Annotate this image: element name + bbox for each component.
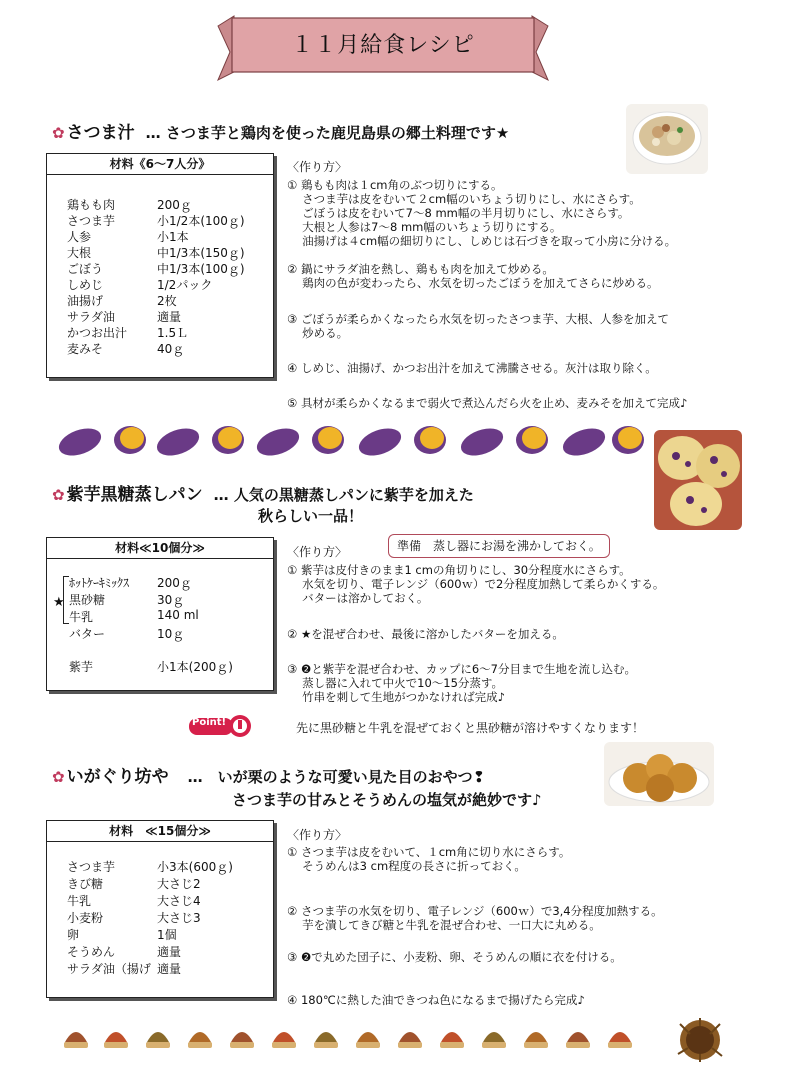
recipe1-name: さつま汁 [66,123,135,143]
recipe1-heading [52,118,509,143]
recipe2-name: 紫芋黒糖蒸しパン [66,485,203,505]
ingredient-name: きび糖 [67,877,104,891]
ingredient-name: 大根 [67,246,92,260]
recipe3-step4 [287,993,585,1007]
chestnut-icon [64,1032,88,1048]
ingredient-amount: 1.5Ｌ [157,326,189,340]
chestnut-icon [524,1032,548,1048]
steps-label: 〈作り方〉 [287,828,348,842]
ingredient-name: サラダ油 [67,310,115,324]
step-line: ① 紫芋は皮付きのまま1 cmの角切りにし、30分程度水にさらす。 [287,563,631,577]
chestnut-icon [482,1032,506,1048]
step-line: ④ 180℃に熱した油できつね色になるまで揚げたら完成♪ [287,993,585,1007]
recipe3-ingredients [46,820,274,998]
ingredient-name: かつお出汁 [67,326,128,340]
step-line: 油揚げは４cm幅の細切りにし、しめじは石づきを取って小房に分ける。 [287,234,677,248]
step-line: バターは溶かしておく。 [287,591,429,605]
chestnut-burr-icon [678,1018,722,1062]
sweet-potato-cut-icon [212,426,244,454]
ingredient-name: そうめん [67,945,116,959]
recipe3-name: いがぐり坊や [66,767,169,787]
chestnut-icon [356,1032,380,1048]
ingredient-name: 卵 [67,928,80,942]
ingredient-name: ごぼう [67,262,104,276]
igaguri-photo [604,742,714,806]
ingredient-name: 人参 [67,230,92,244]
recipe2-tip: 先に黒砂糖と牛乳を混ぜておくと黒砂糖が溶けやすくなります！ [296,721,645,735]
recipe2-desc: … 人気の黒糖蒸しパンに紫芋を加えた [213,486,474,504]
ingredient-name: サラダ油（揚げ [67,962,151,976]
sweet-potato-icon [355,423,405,461]
recipe1-step3 [287,312,669,340]
step-line: ⑤ 具材が柔らかくなるまで弱火で煮込んだら火を止め、麦みそを加えて完成♪ [287,396,688,410]
recipe3-heading [52,762,485,787]
chestnut-icon [398,1032,422,1048]
step-line: 炒める。 [287,326,349,340]
ingredient-name: バター [69,627,106,641]
chestnut-icon [608,1032,632,1048]
ingredient-name: さつま芋 [67,214,116,228]
sweet-potato-icon [457,423,507,461]
ingredient-amount: 30ｇ [157,593,185,607]
recipe1-step5 [287,396,687,410]
step-line: ① 鶏もも肉は１cm角のぶつ切りにする。 [287,178,503,192]
step-line: 大根と人参は7～8 mm幅のいちょう切りにする。 [287,220,562,234]
step-line: 蒸し器に入れて中火で10～15分蒸す。 [287,676,504,690]
ingredient-name: ﾎｯﾄｹｰｷﾐｯｸｽ [69,576,130,590]
recipe1-step4 [287,361,657,375]
sweet-potato-divider [58,418,648,464]
ingredient-name: 牛乳 [69,610,94,624]
ingredient-name: しめじ [67,278,104,292]
steamed-bun-photo [654,430,742,530]
sweet-potato-cut-icon [114,426,146,454]
ingredient-name: さつま芋 [67,860,116,874]
page-title: １１月給食レシピ [291,33,475,58]
chestnut-icon [440,1032,464,1048]
ingredient-amount: 中1/3本(150ｇ) [157,246,245,260]
ingredient-amount: 小1/2本(100ｇ) [157,214,245,228]
ingredient-amount: 適量 [157,945,182,959]
star-marker: ★ [53,595,65,610]
ingredient-amount: 大さじ3 [157,911,201,925]
recipe1-steps [287,178,676,248]
ingredient-amount: 2枚 [157,294,177,308]
ingredient-name: 黒砂糖 [69,593,106,607]
point-label: Point! [192,717,227,728]
ingredient-amount: 小1本 [157,230,189,244]
flower-icon: ✿ [52,124,65,142]
prep-note: 準備 蒸し器にお湯を沸かしておく。 [388,534,610,558]
recipe2-desc2: 秋らしい一品！ [258,507,364,525]
steps-label: 〈作り方〉 [287,160,348,174]
step-line: ③ ❷と紫芋を混ぜ合わせ、カップに6～7分目まで生地を流し込む。 [287,662,636,676]
chestnut-icon [104,1032,128,1048]
ingredient-name: 鶏もも肉 [67,198,116,212]
recipe3-desc2: さつま芋の甘みとそうめんの塩気が絶妙です♪ [232,791,542,809]
sweet-potato-cut-icon [414,426,446,454]
ingredient-name: 小麦粉 [67,911,104,925]
step-line: そうめんは3 cm程度の長さに折っておく。 [287,859,526,873]
recipe1-step2 [287,262,659,290]
steps-label: 〈作り方〉 [287,545,348,559]
chestnut-icon [146,1032,170,1048]
step-line: ② 鍋にサラダ油を熱し、鶏もも肉を加えて炒める。 [287,262,554,276]
step-line: ③ ❷で丸めた団子に、小麦粉、卵、そうめんの順に衣を付ける。 [287,950,622,964]
ingredients-header: 材料 ≪15個分≫ [47,821,273,842]
ingredient-amount: 200ｇ [157,576,192,590]
ingredient-name: 麦みそ [67,342,104,356]
recipe3-step1 [287,845,570,873]
step-line: 鶏肉の色が変わったら、水気を切ったごぼうを加えてさらに炒める。 [287,276,659,290]
step-line: ④ しめじ、油揚げ、かつお出汁を加えて沸騰させる。灰汁は取り除く。 [287,361,657,375]
chestnut-icon [314,1032,338,1048]
recipe2-step2 [287,627,564,641]
chestnut-divider [60,1014,740,1064]
sweet-potato-icon [153,423,203,461]
step-line: 竹串を刺して生地がつかなければ完成♪ [287,690,505,704]
recipe1-desc: … さつま芋と鶏肉を使った鹿児島県の郷土料理です★ [145,124,510,142]
step-line: ② さつま芋の水気を切り、電子レンジ（600ｗ）で3,4分程度加熱する。 [287,904,663,918]
recipe1-ingredients [46,153,274,378]
flower-icon: ✿ [52,486,65,504]
recipe3-desc: … いが栗のような可愛い見た目のおやつ❢ [187,768,486,786]
ingredient-amount: 大さじ2 [157,877,201,891]
step-line: さつま芋は皮をむいて２cm幅のいちょう切りにし、水にさらす。 [287,192,641,206]
ingredient-name: 油揚げ [67,294,104,308]
step-line: ① さつま芋は皮をむいて、１cm角に切り水にさらす。 [287,845,571,859]
ingredient-amount: 大さじ4 [157,894,201,908]
sweet-potato-cut-icon [612,426,644,454]
chestnut-icon [272,1032,296,1048]
ingredient-name: 紫芋 [69,660,94,674]
ingredient-amount: 1個 [157,928,177,942]
recipe2-step3 [287,662,636,704]
ingredient-amount: 40ｇ [157,342,185,356]
miso-soup-photo [626,104,708,174]
ingredient-amount: 適量 [157,310,182,324]
sweet-potato-cut-icon [516,426,548,454]
step-line: ③ ごぼうが柔らかくなったら水気を切ったさつま芋、大根、人参を加えて [287,312,669,326]
ingredient-amount: 200ｇ [157,198,192,212]
ingredient-amount: 小1本(200ｇ) [157,660,233,674]
ingredient-amount: 適量 [157,962,182,976]
ingredient-amount: 1/2パック [157,278,213,292]
recipe3-step2 [287,904,663,932]
sweet-potato-icon [58,423,105,461]
chestnut-icon [566,1032,590,1048]
ingredients-header: 材料《6～7人分》 [47,154,273,175]
sweet-potato-icon [559,423,609,461]
ingredients-header: 材料≪10個分≫ [47,538,273,559]
sweet-potato-cut-icon [312,426,344,454]
step-line: 水気を切り、電子レンジ（600ｗ）で2分程度加熱して柔らかくする。 [287,577,665,591]
chestnut-icon [188,1032,212,1048]
step-line: ごぼうは皮をむいて7～8 mm幅の半月切りにし、水にさらす。 [287,206,630,220]
ingredient-amount: 小3本(600ｇ) [157,860,233,874]
flower-icon: ✿ [52,768,65,786]
chestnut-icon [230,1032,254,1048]
step-line: 芋を潰してきび糖と牛乳を混ぜ合わせ、一口大に丸める。 [287,918,601,932]
step-line: ② ★を混ぜ合わせ、最後に溶かしたバターを加える。 [287,627,564,641]
ingredient-name: 牛乳 [67,894,92,908]
ingredient-amount: 140 ml [157,608,199,622]
recipe2-heading [52,480,474,505]
recipe2-ingredients [46,537,274,691]
ingredient-amount: 中1/3本(100ｇ) [157,262,245,276]
ingredient-amount: 10ｇ [157,627,185,641]
recipe2-step1 [287,563,664,605]
sweet-potato-icon [253,423,303,461]
recipe3-step3 [287,950,622,964]
